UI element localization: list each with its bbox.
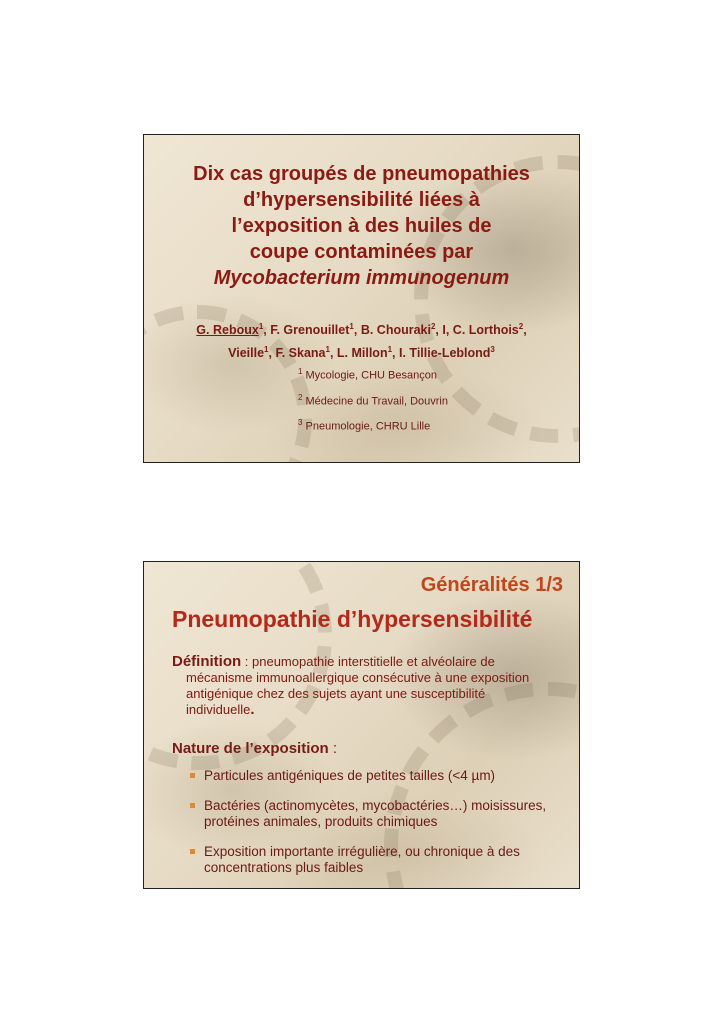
definition-label: Définition [172, 653, 242, 670]
bullet-text: Particules antigéniques de petites tailles (<4 µm) [204, 768, 496, 783]
nature-heading [172, 740, 337, 757]
list-item [190, 844, 560, 876]
exposure-list [190, 768, 560, 889]
author-affil: 1 [264, 345, 269, 355]
author-affil: 1 [258, 322, 264, 331]
definition-text: mécanisme immunoallergique consécutive à une exposition antigénique chez des sujets ayant une susceptibilité individuelle [186, 670, 530, 717]
affil-number: 1 [298, 367, 303, 376]
affil-text: Pneumologie, CHRU Lille [305, 420, 431, 433]
title-line: l’exposition à des huiles de [231, 215, 492, 237]
presentation-title [144, 161, 579, 291]
author-affil: 3 [490, 345, 495, 355]
affiliation-list [298, 361, 448, 438]
bullet-square-icon [190, 803, 195, 808]
bullet-square-icon [190, 773, 195, 778]
title-line: d’hypersensibilité liées à [243, 189, 480, 211]
list-item [190, 768, 560, 784]
affil-text: Médecine du Travail, Douvrin [305, 395, 448, 408]
affil-number: 3 [298, 418, 303, 428]
bullet-text: Bactéries (actinomycètes, mycobactéries…) moisissures, protéines animales, produits chimiques [204, 798, 547, 829]
author-name: Vieille [228, 346, 265, 361]
slide-title [143, 134, 580, 463]
definition-block [172, 654, 552, 718]
section-heading: Généralités 1/3 [420, 574, 563, 596]
definition-separator: : [241, 654, 252, 669]
author-affil: 1 [325, 345, 330, 355]
affil-number: 2 [298, 392, 303, 402]
author-name: F. Skana [275, 346, 326, 361]
definition-text-rest [172, 670, 552, 718]
slide-title-text: Pneumopathie d’hypersensibilité [172, 606, 533, 632]
author-name: G. Reboux [196, 323, 259, 338]
nature-label: Nature de l’exposition [172, 740, 329, 757]
author-affil: 1 [387, 345, 393, 355]
author-name: B. Chouraki [360, 323, 431, 338]
author-line: Vieille$^1$, F. Skana$^1$, L. Millon$^1$, I. Tillie-Leblond$^3$ [228, 345, 495, 361]
author-name: I. Tillie-Leblond [398, 346, 491, 361]
list-item [190, 798, 560, 830]
author-name: L. Millon [336, 346, 388, 361]
author-affil: 2 [518, 322, 524, 331]
definition-end: . [250, 701, 255, 718]
affiliation [298, 361, 448, 387]
definition-text-first: pneumopathie interstitielle et alvéolaire de [252, 654, 495, 669]
author-affil: 1 [349, 322, 354, 331]
affiliation [298, 387, 448, 413]
slide-generalites [143, 561, 580, 889]
bullet-square-icon [190, 849, 195, 854]
affiliation [298, 412, 448, 438]
title-line: coupe contaminées par [249, 241, 474, 263]
author-affil: 2 [430, 322, 436, 331]
author-list [144, 317, 579, 363]
nature-separator: : [328, 740, 338, 757]
affil-text: Mycologie, CHU Besançon [305, 369, 437, 382]
title-line: Dix cas groupés de pneumopathies [193, 163, 530, 185]
author-name: I, C. Lorthois [442, 323, 519, 338]
bullet-text: Exposition importante irrégulière, ou chronique à des concentrations plus faibles [204, 844, 520, 875]
author-line: G. Reboux$^1$, F. Grenouillet$^1$, B. Chouraki$^2$, I, C. Lorthois$^2$, [196, 322, 527, 338]
author-name: F. Grenouillet [270, 323, 350, 338]
title-species: Mycobacterium immunogenum [213, 267, 510, 289]
